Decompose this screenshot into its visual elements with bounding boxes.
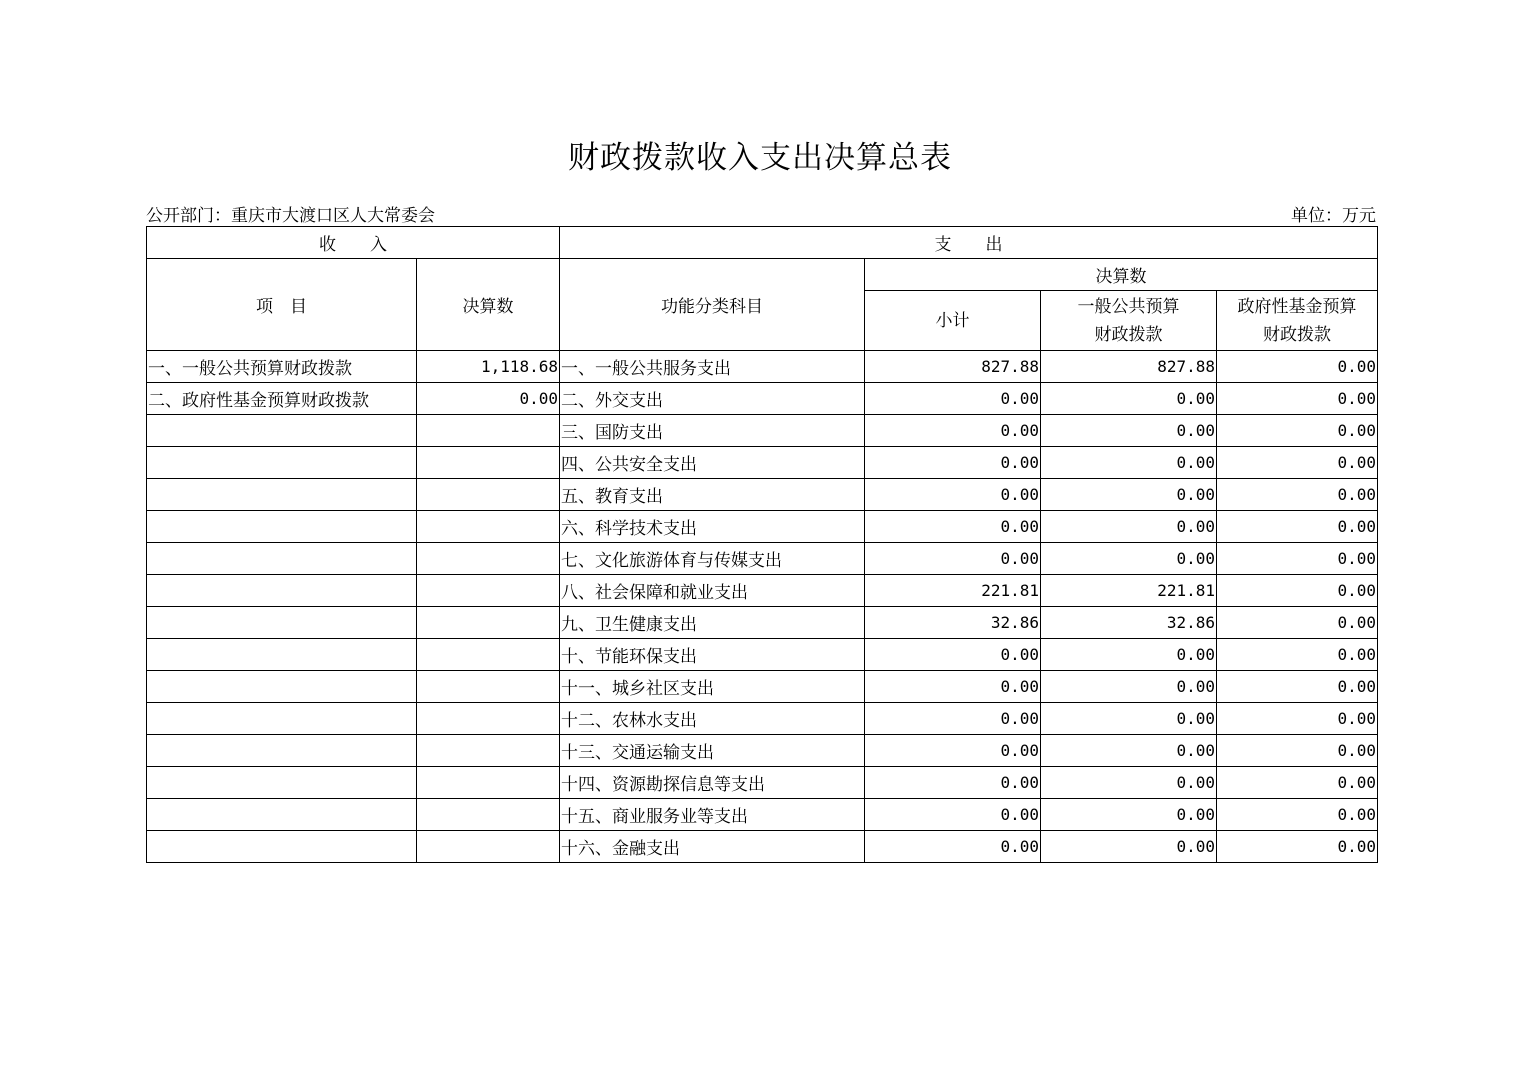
function-subject-cell: 五、教育支出 [560,479,865,511]
general-budget-cell: 0.00 [1041,799,1217,831]
income-amount-cell [417,543,560,575]
subtotal-cell: 0.00 [865,639,1041,671]
subtotal-cell: 0.00 [865,671,1041,703]
subtotal-cell: 827.88 [865,351,1041,383]
subtotal-cell: 221.81 [865,575,1041,607]
general-budget-cell: 0.00 [1041,415,1217,447]
gov-fund-header [1217,291,1378,351]
general-budget-cell: 0.00 [1041,767,1217,799]
table-row [147,671,1378,703]
income-header: 收 入 [147,227,560,259]
function-subject-cell: 二、外交支出 [560,383,865,415]
table-row [147,447,1378,479]
gov-fund-cell: 0.00 [1217,575,1378,607]
table-row [147,511,1378,543]
gov-fund-cell: 0.00 [1217,351,1378,383]
income-amount-cell [417,447,560,479]
gov-fund-header-line2: 财政拨款 [1263,324,1331,345]
income-item-cell [147,735,417,767]
function-subject-cell: 一、一般公共服务支出 [560,351,865,383]
income-item-cell [147,543,417,575]
income-item-cell [147,415,417,447]
gov-fund-cell: 0.00 [1217,831,1378,863]
general-budget-cell: 0.00 [1041,383,1217,415]
gov-fund-cell: 0.00 [1217,799,1378,831]
income-amount-cell [417,511,560,543]
table-row [147,767,1378,799]
subtotal-cell: 0.00 [865,799,1041,831]
income-amount-cell [417,575,560,607]
final-amount-header: 决算数 [865,259,1378,291]
income-amount-cell [417,799,560,831]
general-budget-cell: 0.00 [1041,447,1217,479]
function-subject-cell: 九、卫生健康支出 [560,607,865,639]
gov-fund-cell: 0.00 [1217,415,1378,447]
function-subject-cell: 十三、交通运输支出 [560,735,865,767]
gov-fund-cell: 0.00 [1217,639,1378,671]
table-row [147,479,1378,511]
income-item-cell [147,575,417,607]
general-budget-cell: 0.00 [1041,479,1217,511]
income-item-cell: 二、政府性基金预算财政拨款 [147,383,417,415]
gov-fund-cell: 0.00 [1217,735,1378,767]
table-row [147,703,1378,735]
income-item-cell: 一、一般公共预算财政拨款 [147,351,417,383]
finance-table [146,226,1378,863]
expense-header: 支 出 [560,227,1378,259]
income-item-cell [147,639,417,671]
subtotal-cell: 0.00 [865,415,1041,447]
table-row [147,831,1378,863]
general-budget-cell: 0.00 [1041,831,1217,863]
subtotal-cell: 0.00 [865,447,1041,479]
subtotal-cell: 0.00 [865,703,1041,735]
subtotal-header: 小计 [865,291,1041,351]
income-amount-cell [417,639,560,671]
income-amount-cell [417,479,560,511]
function-subject-cell: 十、节能环保支出 [560,639,865,671]
income-amount-cell [417,415,560,447]
income-item-cell [147,511,417,543]
general-budget-cell: 0.00 [1041,703,1217,735]
unit-label: 单位：万元 [1291,206,1376,226]
gov-fund-header-line1: 政府性基金预算 [1237,296,1357,317]
table-row [147,543,1378,575]
gov-fund-cell: 0.00 [1217,607,1378,639]
subtotal-cell: 0.00 [865,383,1041,415]
income-item-cell [147,479,417,511]
gov-fund-cell: 0.00 [1217,511,1378,543]
gov-fund-cell: 0.00 [1217,671,1378,703]
general-budget-header [1041,291,1217,351]
gov-fund-cell: 0.00 [1217,767,1378,799]
income-amount-cell: 0.00 [417,383,560,415]
gov-fund-cell: 0.00 [1217,479,1378,511]
income-amount-cell [417,767,560,799]
general-budget-header-line2: 财政拨款 [1094,324,1163,345]
income-item-cell [147,831,417,863]
subtotal-cell: 0.00 [865,831,1041,863]
general-budget-cell: 0.00 [1041,735,1217,767]
table-row [147,607,1378,639]
subtotal-cell: 0.00 [865,543,1041,575]
table-row [147,383,1378,415]
subtotal-cell: 0.00 [865,735,1041,767]
general-budget-cell: 0.00 [1041,511,1217,543]
subtotal-cell: 32.86 [865,607,1041,639]
income-item-cell [147,799,417,831]
header-row-2 [147,259,1378,291]
amount-header: 决算数 [417,259,560,351]
item-header: 项 目 [147,259,417,351]
table-row [147,415,1378,447]
income-amount-cell [417,671,560,703]
function-subject-header: 功能分类科目 [560,259,865,351]
function-subject-cell: 十六、金融支出 [560,831,865,863]
gov-fund-cell: 0.00 [1217,383,1378,415]
function-subject-cell: 七、文化旅游体育与传媒支出 [560,543,865,575]
table-row [147,735,1378,767]
gov-fund-cell: 0.00 [1217,543,1378,575]
table-row [147,351,1378,383]
function-subject-cell: 十五、商业服务业等支出 [560,799,865,831]
function-subject-cell: 十一、城乡社区支出 [560,671,865,703]
table-row [147,639,1378,671]
subtotal-cell: 0.00 [865,479,1041,511]
function-subject-cell: 四、公共安全支出 [560,447,865,479]
income-amount-cell [417,607,560,639]
function-subject-cell: 六、科学技术支出 [560,511,865,543]
department-label: 公开部门：重庆市大渡口区人大常委会 [146,206,435,226]
income-item-cell [147,447,417,479]
header-row-1 [147,227,1378,259]
general-budget-cell: 827.88 [1041,351,1217,383]
general-budget-header-line1: 一般公共预算 [1077,296,1180,317]
income-item-cell [147,767,417,799]
income-amount-cell [417,735,560,767]
income-item-cell [147,703,417,735]
function-subject-cell: 十二、农林水支出 [560,703,865,735]
general-budget-cell: 0.00 [1041,543,1217,575]
general-budget-cell: 0.00 [1041,639,1217,671]
general-budget-cell: 0.00 [1041,671,1217,703]
function-subject-cell: 三、国防支出 [560,415,865,447]
general-budget-cell: 32.86 [1041,607,1217,639]
income-item-cell [147,671,417,703]
function-subject-cell: 八、社会保障和就业支出 [560,575,865,607]
page-title: 财政拨款收入支出决算总表 [568,140,952,176]
general-budget-cell: 221.81 [1041,575,1217,607]
gov-fund-cell: 0.00 [1217,447,1378,479]
subtotal-cell: 0.00 [865,767,1041,799]
function-subject-cell: 十四、资源勘探信息等支出 [560,767,865,799]
income-amount-cell [417,831,560,863]
table-row [147,799,1378,831]
income-amount-cell: 1,118.68 [417,351,560,383]
income-item-cell [147,607,417,639]
income-amount-cell [417,703,560,735]
gov-fund-cell: 0.00 [1217,703,1378,735]
table-row [147,575,1378,607]
subtotal-cell: 0.00 [865,511,1041,543]
